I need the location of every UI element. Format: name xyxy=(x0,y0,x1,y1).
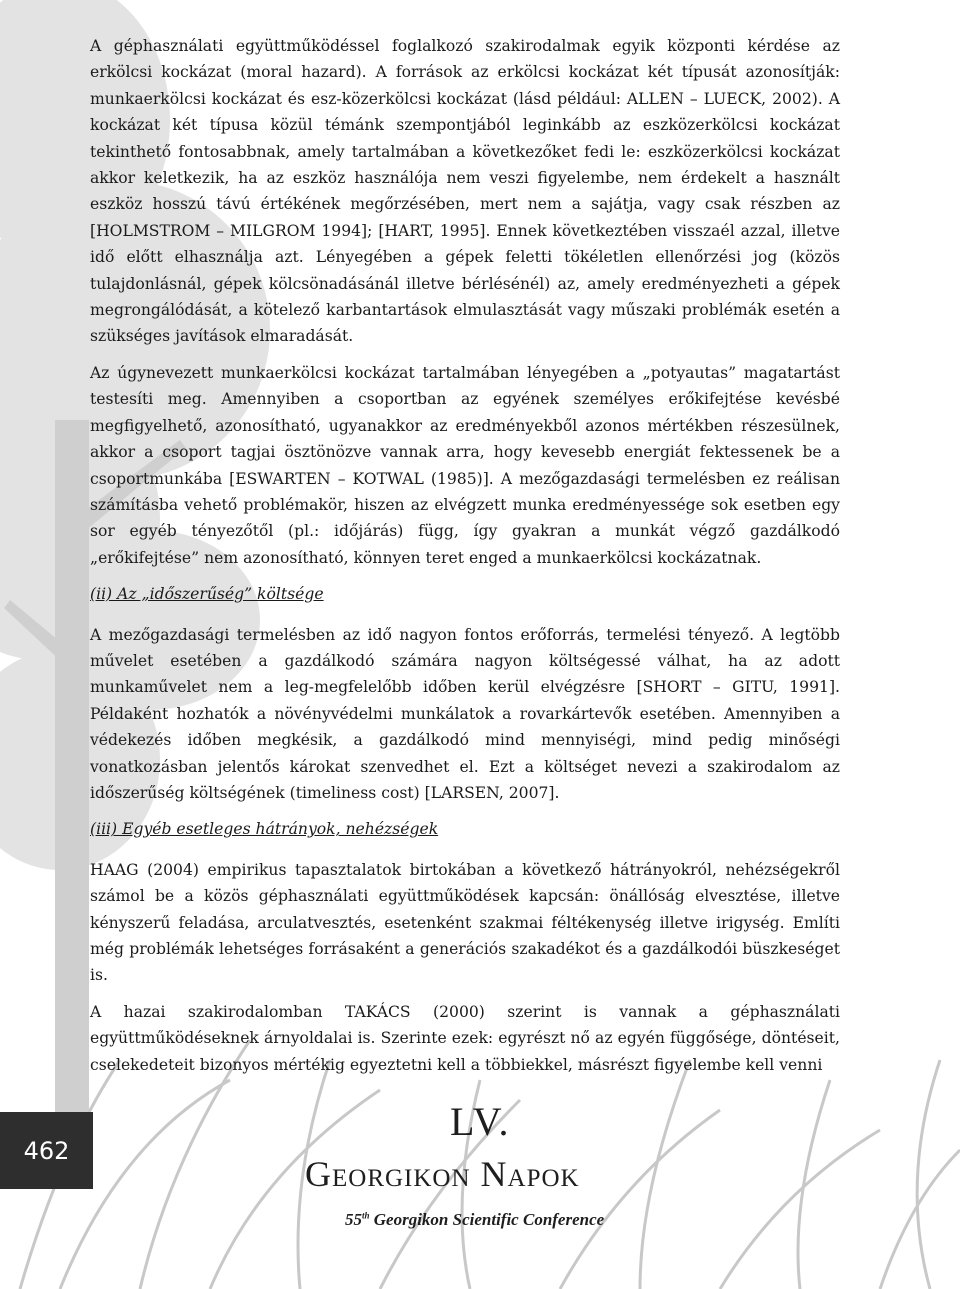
conference-name: Georgikon Napok xyxy=(305,1154,580,1194)
paragraph-takacs: A hazai szakirodalomban TAKÁCS (2000) szerint is vannak a géphasználati együttműködéseknek árnyoldalai is. Szerinte ezek: egyrészt nő az egyén függősége, döntéseit, cselekedeteit bizonyos mértékig egyeztetni kell a többiekkel, másrészt figyelembe kell venni xyxy=(90,1002,840,1074)
paragraph-moral-hazard: A géphasználati együttműködéssel foglalkozó szakirodalmak egyik központi kérdése az erkölcsi kockázat (moral hazard). A források az erkölcsi kockázat két típusát azonosítják: munkaerkölcsi kockázat és esz-közerkölcsi kockázat (lásd például: ALLEN – LUECK, 2002). A kockázat két típusa közül témánk szempontjából leginkább az eszközerkölcsi kockázat tekinthető fontosabbnak, amely tartalmában a következőket fedi le: eszközerkölcsi kockázat akkor keletkezik, ha az eszköz használója nem veszi figyelembe, nem érdekelt a használt eszköz hosszú távú értékének megőrzésében, mert nem a sajátja, vagy csak részben az [HOLMSTROM – MILGROM 1994]; [HART, 1995]. Ennek következtében visszaél azzal, illetve idő előtt elhasználja azt. Lényegében a gépek feletti tökéletlen ellenőrzési jog (közös tulajdonlásnál, gépek kölcsönadásánál illetve bérlésénél) az, amely eredményezheti a gépek megrongálódását, a kötelező karbantartások elmulasztását vagy műszaki problémák esetén a szükséges javítások elmaradását. xyxy=(90,37,840,346)
conference-subtitle-text: Georgikon Scientific Conference xyxy=(373,1210,605,1229)
conference-edition: 55 xyxy=(345,1210,362,1229)
subheading-timeliness-cost: (ii) Az „időszerűség” költsége xyxy=(90,585,324,604)
subheading-other-disadvantages: (iii) Egyéb esetleges hátrányok, nehézségek xyxy=(90,820,439,839)
paragraph-free-rider: Az úgynevezett munkaerkölcsi kockázat tartalmában lényegében a „potyautas” magatartást testesíti meg. Amennyiben a csoportban az egyének személyes erőkifejtése kevésbé megfigyelhető, azonosítható, ugyanakkor az eredményekből azonos mértékben részesülnek, akkor a csoport tagjai ösztönözve vannak arra, hogy kevesebb energiát fektessenek be a csoportmunkába [ESWARTEN – KOTWAL (1985)]. A mezőgazdasági termelésben ez reálisan számításba vehető problémakör, hiszen az elvégzett munka eredményessége sok esetben egy sor egyéb tényezőtől (pl.: időjárás) függ, így gyakran a munkát végző gazdálkodó „erőkifejtése” nem azonosítható, könnyen teret enged a munkaerkölcsi kockázatnak. xyxy=(90,363,840,567)
paragraph-timeliness: A mezőgazdasági termelésben az idő nagyon fontos erőforrás, termelési tényező. A legtöbb művelet esetében a gazdálkodó számára nagyon költségessé válhat, ha az adott munkaművelet nem a leg-megfelelőbb időben kerül elvégzésre [SHORT – GITU, 1991]. Példaként hozhatók a növényvédelmi munkálatok a rovarkártevők esetében. Amennyiben a védekezés időben megkésik, a gazdálkodó mind mennyiségi, mind pedig minőségi vonatkozásban jelentős károkat szenvedhet el. Ezt a költséget nevezi a szakirodalom az időszerűség költségének (timeliness cost) [LARSEN, 2007]. xyxy=(90,625,840,802)
article-body xyxy=(90,33,840,1088)
conference-edition-suffix: th xyxy=(362,1210,370,1221)
conference-subtitle xyxy=(345,1210,604,1230)
paragraph-haag: HAAG (2004) empirikus tapasztalatok birtokában a következő hátrányokról, nehézségekről számol be a közös géphasználati együttműködések kapcsán: önállóság elvesztése, illetve kényszerű feladása, arculatvesztés, esetenként szakmai féltékenység illetve irigység. Említi még problémák lehetséges forrásaként a generációs szakadékot és a gazdálkodói büszkeséget is. xyxy=(90,860,840,985)
conference-roman-numeral: LV. xyxy=(450,1099,511,1144)
page-number: 462 xyxy=(0,1112,93,1189)
